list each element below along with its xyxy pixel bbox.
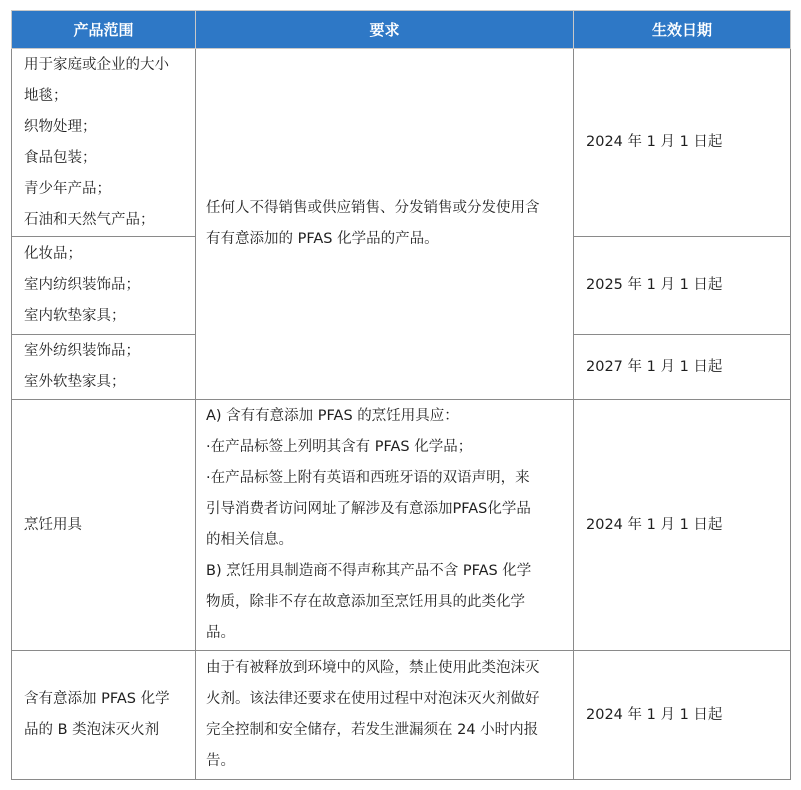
scope-cell: [12, 651, 196, 780]
scope-line: 地毯；: [24, 87, 68, 104]
header-scope: 产品范围: [12, 11, 196, 49]
scope-line: 含有意添加 PFAS 化学: [24, 691, 170, 707]
requirement-line: 由于有被释放到环境中的风险，禁止使用此类泡沫灭: [206, 660, 540, 676]
pfas-regulation-table: [11, 10, 791, 780]
date-cell: 2027 年 1 月 1 日起: [574, 335, 791, 400]
scope-cell: [12, 49, 196, 237]
table-row: [12, 400, 791, 651]
requirement-line: 火剂。该法律还要求在使用过程中对泡沫灭火剂做好: [206, 691, 540, 707]
scope-line: 用于家庭或企业的大小: [24, 56, 169, 73]
scope-line: 室外纺织装饰品；: [24, 343, 140, 359]
requirement-line: 有有意添加的 PFAS 化学品的产品。: [206, 231, 439, 247]
header-requirement: 要求: [196, 11, 574, 49]
scope-line: 青少年产品；: [24, 180, 111, 197]
requirement-line: 引导消费者访问网址了解涉及有意添加PFAS化学品: [206, 501, 531, 517]
date-cell: 2024 年 1 月 1 日起: [574, 400, 791, 651]
scope-line: 室内纺织装饰品；: [24, 277, 140, 293]
requirement-line: 告。: [206, 753, 235, 769]
requirement-cell: [196, 651, 574, 780]
requirement-cell-shared: [196, 49, 574, 400]
requirement-line: ·在产品标签上附有英语和西班牙语的双语声明，来: [206, 470, 530, 486]
header-date: 生效日期: [574, 11, 791, 49]
table-row: [12, 49, 791, 237]
requirement-line: A) 含有有意添加 PFAS 的烹饪用具应：: [206, 408, 459, 424]
table-row: [12, 651, 791, 780]
scope-line: 食品包装；: [24, 149, 97, 166]
requirement-line: ·在产品标签上列明其含有 PFAS 化学品；: [206, 439, 473, 455]
requirement-line: 品。: [206, 625, 235, 641]
requirement-line: 的相关信息。: [206, 532, 293, 548]
scope-line: 烹饪用具: [24, 516, 82, 533]
requirement-cell: [196, 400, 574, 651]
date-cell: 2024 年 1 月 1 日起: [574, 651, 791, 780]
scope-cell: [12, 237, 196, 335]
scope-cell: [12, 335, 196, 400]
requirement-line: 完全控制和安全储存，若发生泄漏须在 24 小时内报: [206, 722, 539, 738]
date-cell: 2025 年 1 月 1 日起: [574, 237, 791, 335]
scope-line: 室内软垫家具；: [24, 308, 126, 324]
scope-line: 石油和天然气产品；: [24, 211, 155, 228]
scope-line: 化妆品；: [24, 246, 82, 262]
requirement-line: B) 烹饪用具制造商不得声称其产品不含 PFAS 化学: [206, 563, 532, 579]
scope-line: 室外软垫家具；: [24, 374, 126, 390]
requirement-line: 任何人不得销售或供应销售、分发销售或分发使用含: [206, 200, 540, 216]
date-cell: 2024 年 1 月 1 日起: [574, 49, 791, 237]
scope-line: 织物处理；: [24, 118, 97, 135]
header-row: [12, 11, 791, 49]
requirement-line: 物质，除非不存在故意添加至烹饪用具的此类化学: [206, 594, 525, 610]
scope-line: 品的 B 类泡沫灭火剂: [24, 722, 160, 738]
scope-cell: [12, 400, 196, 651]
